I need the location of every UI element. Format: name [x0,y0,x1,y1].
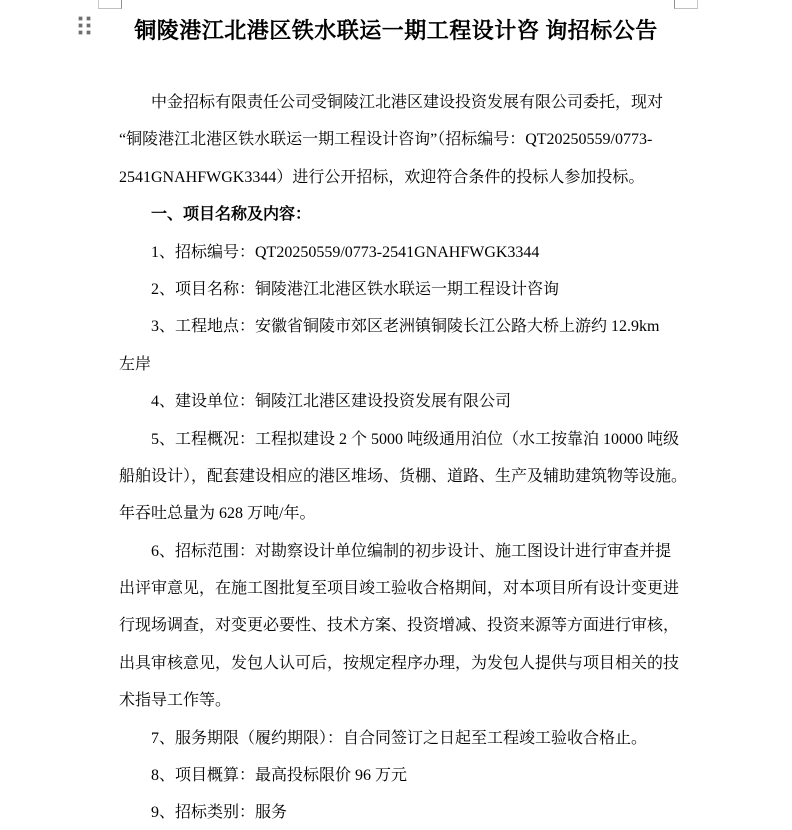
text-boundary-mark-left [98,0,122,9]
paragraph-line: 2、项目名称：铜陵港江北港区铁水联运一期工程设计咨询 [151,280,560,298]
document-body [119,84,688,830]
paragraph-line: 2541GNAHFWGK3344）进行公开招标，欢迎符合条件的投标人参加投标。 [119,168,645,186]
paragraph-line: 出评审意见，在施工图批复至项目竣工验收合格期间，对本项目所有设计变更进 [119,580,680,598]
paragraph-line: 3、工程地点：安徽省铜陵市郊区老洲镇铜陵长江公路大桥上游约 12.9km [151,318,660,336]
text-boundary-mark-right [674,0,698,9]
paragraph-line: 4、建设单位：铜陵江北港区建设投资发展有限公司 [151,393,512,411]
paragraph-line: 8、项目概算：最高投标限价 96 万元 [151,767,408,785]
paragraph-line: 9、招标类别：服务 [151,804,288,822]
paragraph-line: 7、服务期限（履约期限）：自合同签订之日起至工程竣工验收合格止。 [151,729,648,747]
paragraph-line: 5、工程概况：工程拟建设 2 个 5000 吨级通用泊位（水工按靠泊 10000 吨级 [151,430,680,448]
paragraph-line: 左岸 [119,355,152,373]
paragraph-line: 船舶设计），配套建设相应的港区堆场、货棚、道路、生产及辅助建筑物等设施。 [119,467,688,485]
paragraph-line: 1、招标编号：QT20250559/0773-2541GNAHFWGK3344 [151,243,540,261]
section-heading: 一、项目名称及内容： [151,206,312,224]
paragraph-line: 术指导工作等。 [119,692,232,710]
paragraph-line: 中金招标有限责任公司受铜陵江北港区建设投资发展有限公司委托，现对 [151,94,664,111]
paragraph-line: 出具审核意见，发包人认可后，按规定程序办理，为发包人提供与项目相关的技 [119,654,680,672]
paragraph-line: 年吞吐总量为 628 万吨/年。 [119,505,316,523]
paragraph-line: “铜陵港江北港区铁水联运一期工程设计咨询”（招标编号：QT20250559/0773- [119,131,653,149]
paragraph-line: 6、招标范围：对勘察设计单位编制的初步设计、施工图设计进行审查并提 [151,542,672,560]
paragraph-line: 行现场调查，对变更必要性、技术方案、投资增减、投资来源等方面进行审核， [119,617,680,635]
document-title: 铜陵港江北港区铁水联运一期工程设计咨 询招标公告 [134,18,658,43]
